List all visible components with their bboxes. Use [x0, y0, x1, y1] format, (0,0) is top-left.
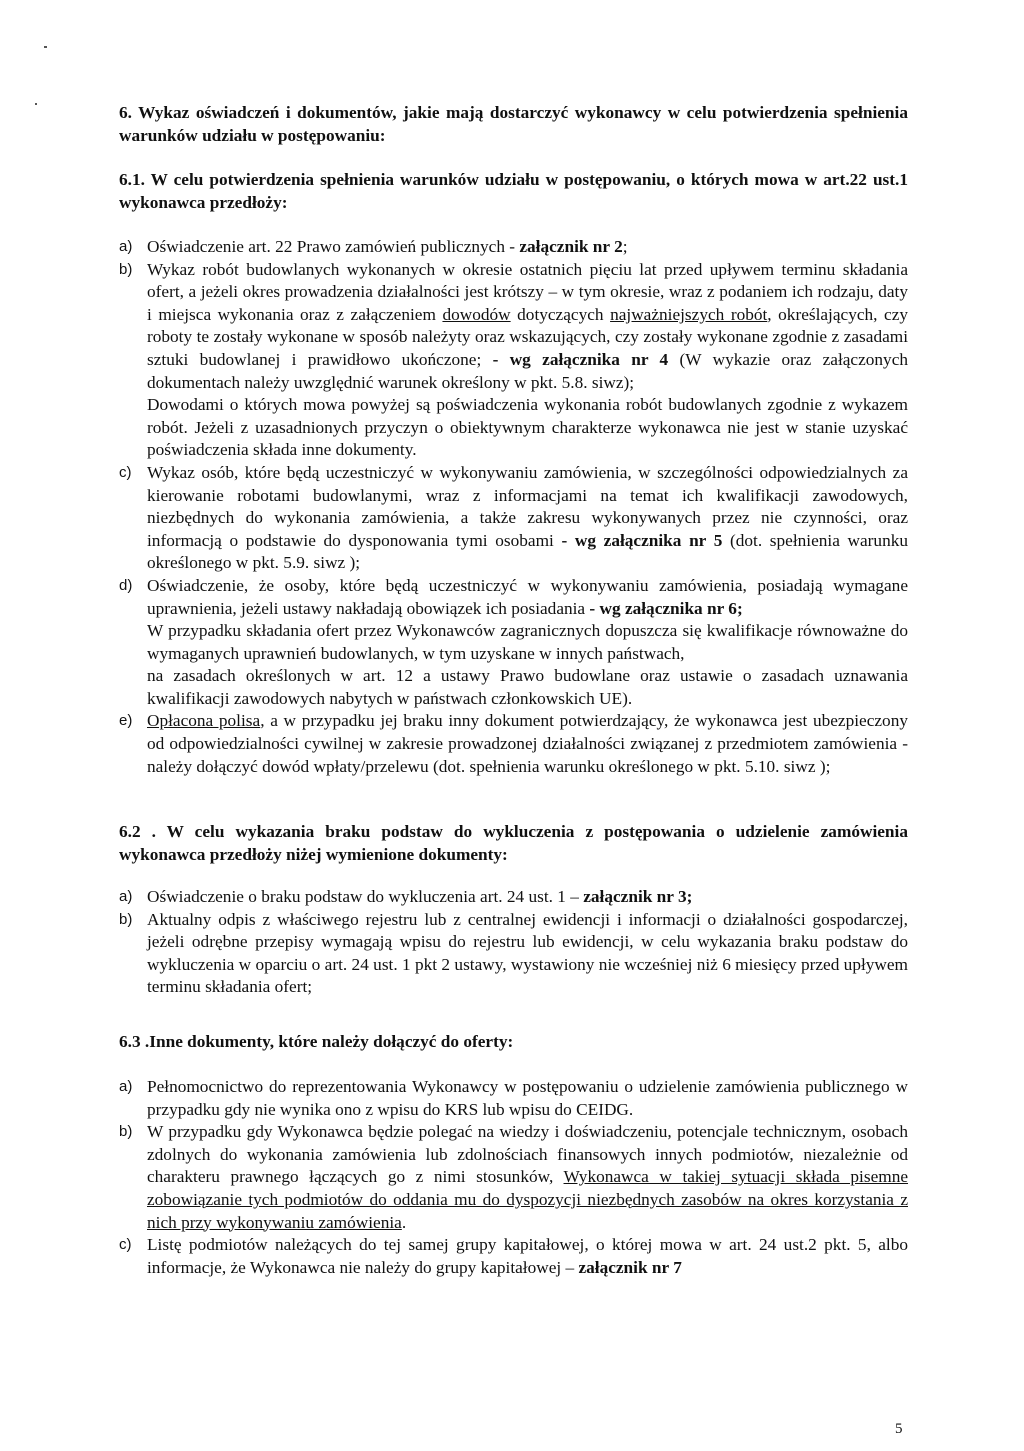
underlined-text: Wykonawca w takiej sytuacji składa pisemne zobowiązanie tych podmiotów do oddania mu do dyspozycji niezbędnych zasobów na okres korzystania z nich przy wykonywaniu zamówienia — [147, 1167, 909, 1232]
attachment-ref: załącznik nr 7 — [578, 1257, 682, 1277]
item-text: Oświadczenie o braku podstaw do wykluczenia art. 24 ust. 1 – — [147, 887, 584, 906]
section-6-heading — [119, 102, 908, 147]
list-marker: a) — [119, 1078, 133, 1095]
item-text: dotyczących — [510, 304, 611, 324]
section-6-1-list — [119, 236, 908, 778]
list-item-6-3-b — [119, 1121, 908, 1234]
item-text: Wykaz robót budowlanych wykonanych w okresie ostatnich pięciu lat przed upływem terminu składania ofert, a jeżeli okres prowadzenia działalności jest krótszy – w tym okresie, wraz z podaniem ich rodzaju, daty i miejsca wykonania oraz z załączeniem — [147, 259, 908, 324]
attachment-ref: załącznik nr 3; — [583, 887, 693, 906]
list-item-6-3-c — [119, 1234, 908, 1279]
list-marker: b) — [119, 910, 133, 928]
item-text: , określających, czy roboty te zostały wykonane w sposób należyty oraz wskazujących, czy zostały wykonane zgodnie z zasadami sztuki budowlanej i prawidłowo ukończone; — [147, 304, 908, 369]
scan-speck — [35, 103, 37, 105]
list-marker: b) — [119, 260, 133, 278]
item-text: Listę podmiotów należących do tej samej grupy kapitałowej, o której mowa w art. 24 ust.2 pkt. 5, albo informacje, że Wykonawca nie należy do grupy kapitałowej – — [147, 1235, 908, 1277]
item-text: W przypadku gdy Wykonawca będzie polegać na wiedzy i doświadczeniu, potencjale technicznym, osobach zdolnych do wykonania zamówienia lub zdolnościach finansowych innych podmiotów, niezależnie od charakteru prawnego łączących go z nimi stosunków, — [147, 1122, 908, 1187]
item-text: (W wykazie oraz załączonych dokumentach należy uwzględnić warunek określony w pkt. 5.8. siwz); — [147, 349, 908, 392]
attachment-ref: - wg załącznika nr 6; — [589, 598, 743, 618]
section-6-1-heading — [119, 169, 908, 214]
page-number: 5 — [895, 1421, 903, 1437]
item-text: ; — [622, 237, 628, 256]
item-text: Oświadczenie, że osoby, które będą uczestniczyć w wykonywaniu zamówienia, posiadają wymagane uprawnienia, jeżeli ustawy nakładają obowiązek ich posiadania — [147, 575, 908, 618]
underlined-text: Opłacona polisa — [147, 711, 261, 731]
list-item-6-1-c — [119, 462, 908, 575]
list-item-6-3-a — [119, 1076, 908, 1121]
section-6-1-title: 6.1. W celu potwierdzenia spełnienia warunków udziału w postępowaniu, o których mowa w art.22 ust.1 wykonawca przedłoży: — [119, 170, 908, 212]
list-item-6-1-a — [119, 236, 908, 259]
item-text: Wykaz osób, które będą uczestniczyć w wykonywaniu zamówienia, w szczególności odpowiedzialnych za kierowanie robotami budowlanymi, wraz z informacjami na temat ich kwalifikacji zawodowych, niezbędnych do wykonania zamówienia, a także zakresu wykonywanych przez nie czynności, oraz informacją o podstawie do dysponowania tymi osobami — [147, 462, 908, 550]
item-note: Dowodami o których mowa powyżej są poświadczenia wykonania robót budowlanych zgodnie z wykazem robót. Jeżeli z uzasadnionych przyczyn o obiektywnym charakterze wykonawca nie jest w stanie uzyskać poświadczenia składa inne dokumenty. — [147, 395, 908, 460]
list-marker: c) — [119, 463, 132, 481]
item-text: Pełnomocnictwo do reprezentowania Wykonawcy w postępowaniu o udzielenie zamówienia publicznego w przypadku gdy nie wynika ono z wpisu do KRS lub wpisu do CEIDG. — [147, 1077, 908, 1119]
item-text: , a w przypadku jej braku inny dokument potwierdzający, że wykonawca jest ubezpieczony od odpowiedzialności cywilnej w zakresie prowadzonej działalności związanej z przedmiotem zamówienia - należy dołączyć dowód wpłaty/przelewu (dot. spełnienia warunku określonego w pkt. 5.10. siwz ); — [147, 711, 908, 776]
list-marker: b) — [119, 1123, 133, 1141]
section-6-2-list — [119, 886, 908, 999]
underlined-text: dowodów — [442, 304, 511, 324]
item-text: Aktualny odpis z właściwego rejestru lub z centralnej ewidencji i informacji o działalności gospodarczej, jeżeli odrębne przepisy wymagają wpisu do rejestru lub ewidencji, w celu wykazania braku podstaw do wykluczenia w oparciu o art. 24 ust. 1 pkt 2 ustawy, wystawiony nie wcześniej niż 6 miesięcy przed upływem terminu składania ofert; — [147, 909, 908, 997]
item-note: na zasadach określonych w art. 12 a ustawy Prawo budowlane oraz ustawie o zasadach uznawania kwalifikacji zawodowych nabytych w państwach członkowskich UE). — [147, 666, 908, 708]
section-6-title: 6. Wykaz oświadczeń i dokumentów, jakie mają dostarczyć wykonawcy w celu potwierdzenia spełnienia warunków udziału w postępowaniu: — [119, 103, 908, 145]
list-marker: d) — [119, 576, 133, 594]
list-item-6-1-e — [119, 710, 908, 778]
list-item-6-1-b — [119, 259, 908, 462]
item-text: (dot. spełnienia warunku określonego w pkt. 5.9. siwz ); — [147, 530, 908, 573]
list-item-6-2-b — [119, 909, 908, 999]
item-note: W przypadku składania ofert przez Wykonawców zagranicznych dopuszcza się kwalifikacje równoważne do wymaganych uprawnień budowlanych, w tym uzyskane w innych państwach, — [147, 621, 908, 663]
list-marker: a) — [119, 888, 133, 905]
attachment-ref: - wg załącznika nr 5 — [561, 530, 723, 550]
list-item-6-1-d — [119, 575, 908, 711]
list-item-6-2-a — [119, 886, 908, 909]
attachment-ref: - wg załącznika nr 4 — [492, 349, 669, 369]
scan-speck — [44, 46, 47, 48]
section-6-3-heading — [119, 1031, 908, 1054]
item-text: Oświadczenie art. 22 Prawo zamówień publicznych - — [147, 237, 520, 256]
list-marker: e) — [119, 712, 133, 730]
list-marker: a) — [119, 238, 133, 255]
section-6-2-title: 6.2 . W celu wykazania braku podstaw do wykluczenia z postępowania o udzielenie zamówienia wykonawca przedłoży niżej wymienione dokumenty: — [119, 822, 908, 864]
section-6-3-title: 6.3 .Inne dokumenty, które należy dołączyć do oferty: — [119, 1032, 514, 1051]
attachment-ref: załącznik nr 2 — [519, 237, 623, 256]
item-text: . — [401, 1212, 407, 1232]
section-6-2-heading — [119, 821, 908, 866]
section-6-3-list — [119, 1076, 908, 1279]
underlined-text: najważniejszych robót — [610, 304, 768, 324]
list-marker: c) — [119, 1236, 132, 1254]
